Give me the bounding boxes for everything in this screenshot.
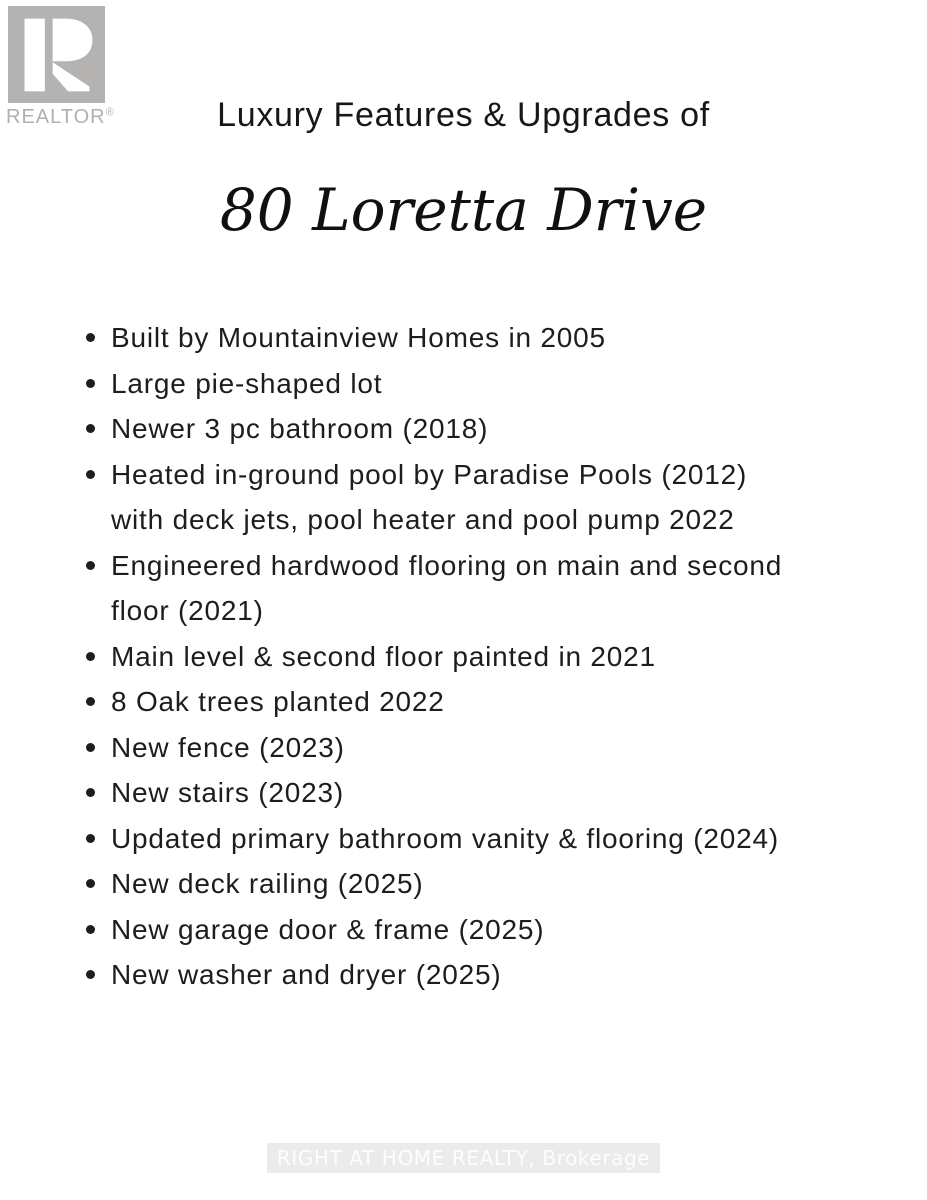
feature-item: Updated primary bathroom vanity & flooring (2024) xyxy=(85,816,800,862)
page-title: Luxury Features & Upgrades of xyxy=(217,96,710,134)
feature-item: Main level & second floor painted in 2021 xyxy=(85,634,800,680)
features-list xyxy=(85,315,800,998)
feature-item: Built by Mountainview Homes in 2005 xyxy=(85,315,800,361)
feature-item: New washer and dryer (2025) xyxy=(85,952,800,998)
feature-item: Large pie-shaped lot xyxy=(85,361,800,407)
realtor-brand-label: REALTOR xyxy=(6,106,106,128)
realtor-r-icon xyxy=(8,6,105,103)
feature-item: New stairs (2023) xyxy=(85,770,800,816)
feature-item: 8 Oak trees planted 2022 xyxy=(85,679,800,725)
feature-item: Newer 3 pc bathroom (2018) xyxy=(85,406,800,452)
feature-item: New fence (2023) xyxy=(85,725,800,771)
footer xyxy=(0,1143,927,1173)
feature-item: New deck railing (2025) xyxy=(85,861,800,907)
feature-item: Engineered hardwood flooring on main and second floor (2021) xyxy=(85,543,800,634)
property-address: 80 Loretta Drive xyxy=(219,176,708,244)
registered-trademark-symbol: ® xyxy=(105,106,114,119)
feature-item: Heated in-ground pool by Paradise Pools (2012) with deck jets, pool heater and pool pump 2022 xyxy=(85,452,800,543)
brokerage-watermark: RIGHT AT HOME REALTY, Brokerage xyxy=(267,1143,660,1173)
feature-item: New garage door & frame (2025) xyxy=(85,907,800,953)
